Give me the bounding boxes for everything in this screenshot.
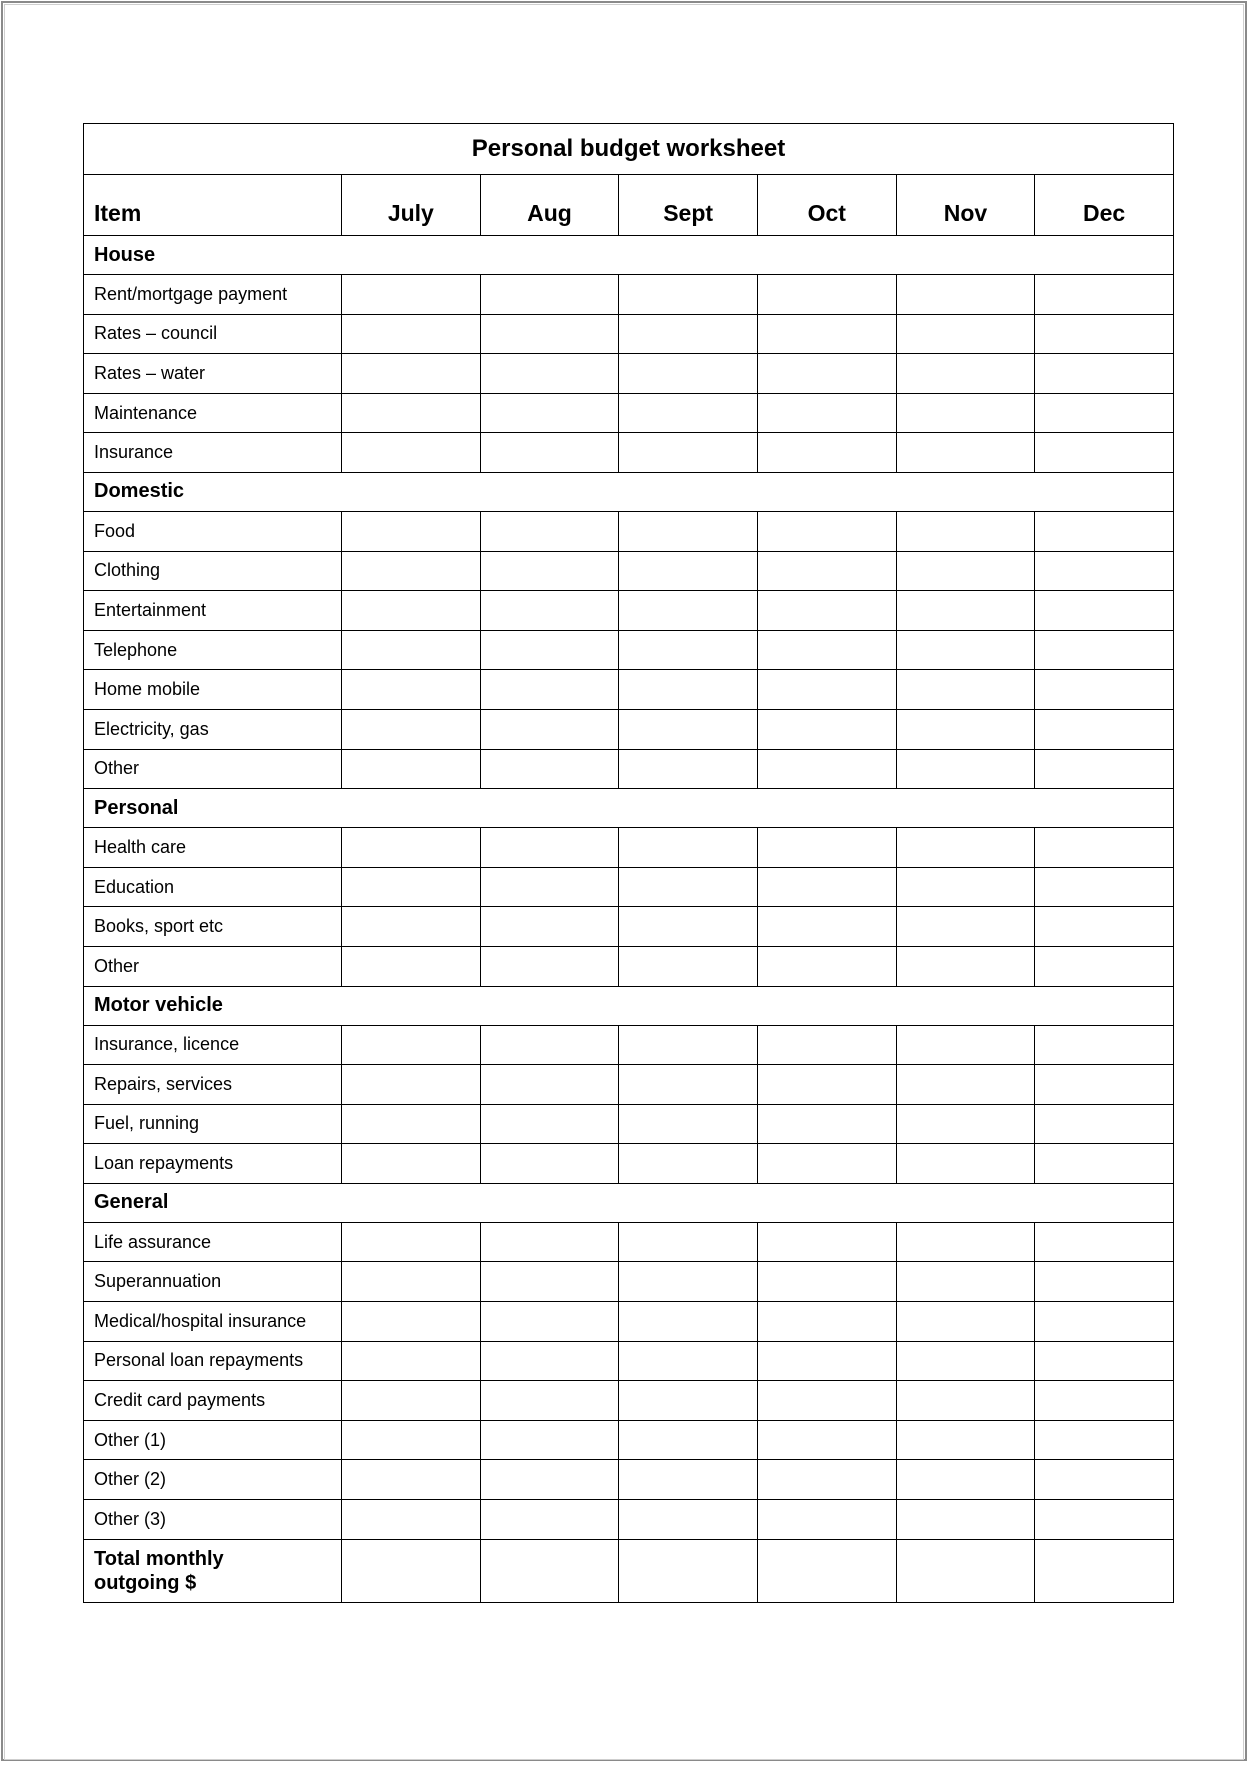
header-row xyxy=(84,175,1174,236)
amount-cell[interactable] xyxy=(1035,946,1174,986)
amount-cell[interactable] xyxy=(896,551,1035,591)
amount-cell[interactable] xyxy=(1035,314,1174,354)
amount-cell[interactable] xyxy=(757,1420,896,1460)
total-amount-cell[interactable] xyxy=(757,1539,896,1602)
amount-cell[interactable] xyxy=(1035,551,1174,591)
amount-cell[interactable] xyxy=(757,354,896,394)
amount-cell[interactable] xyxy=(896,907,1035,947)
amount-cell[interactable] xyxy=(1035,1144,1174,1184)
table-row xyxy=(84,1222,1174,1262)
table-row xyxy=(84,749,1174,789)
amount-cell[interactable] xyxy=(619,907,758,947)
item-label: Home mobile xyxy=(84,670,342,710)
amount-cell[interactable] xyxy=(896,591,1035,631)
amount-cell[interactable] xyxy=(480,354,619,394)
amount-cell[interactable] xyxy=(896,1144,1035,1184)
amount-cell[interactable] xyxy=(1035,1420,1174,1460)
total-amount-cell[interactable] xyxy=(1035,1539,1174,1602)
amount-cell[interactable] xyxy=(757,867,896,907)
section-heading: House xyxy=(84,236,1174,275)
amount-cell[interactable] xyxy=(480,393,619,433)
item-label: Superannuation xyxy=(84,1262,342,1302)
amount-cell[interactable] xyxy=(619,749,758,789)
amount-cell[interactable] xyxy=(896,946,1035,986)
amount-cell[interactable] xyxy=(619,828,758,868)
amount-cell[interactable] xyxy=(342,709,481,749)
amount-cell[interactable] xyxy=(480,1025,619,1065)
section-row xyxy=(84,236,1174,275)
amount-cell[interactable] xyxy=(480,1222,619,1262)
table-row xyxy=(84,275,1174,315)
amount-cell[interactable] xyxy=(619,630,758,670)
total-label xyxy=(84,1539,342,1602)
amount-cell[interactable] xyxy=(342,1065,481,1105)
amount-cell[interactable] xyxy=(480,1500,619,1540)
amount-cell[interactable] xyxy=(896,433,1035,473)
amount-cell[interactable] xyxy=(342,1025,481,1065)
amount-cell[interactable] xyxy=(342,275,481,315)
table-row xyxy=(84,867,1174,907)
amount-cell[interactable] xyxy=(896,275,1035,315)
amount-cell[interactable] xyxy=(1035,1262,1174,1302)
amount-cell[interactable] xyxy=(480,630,619,670)
amount-cell[interactable] xyxy=(1035,1104,1174,1144)
amount-cell[interactable] xyxy=(757,1460,896,1500)
item-label: Other (3) xyxy=(84,1500,342,1540)
amount-cell[interactable] xyxy=(757,275,896,315)
amount-cell[interactable] xyxy=(1035,1025,1174,1065)
table-row xyxy=(84,1144,1174,1184)
section-heading: Personal xyxy=(84,789,1174,828)
item-label: Fuel, running xyxy=(84,1104,342,1144)
amount-cell[interactable] xyxy=(480,551,619,591)
amount-cell[interactable] xyxy=(757,1144,896,1184)
table-row xyxy=(84,1500,1174,1540)
amount-cell[interactable] xyxy=(480,1144,619,1184)
total-amount-cell[interactable] xyxy=(480,1539,619,1602)
amount-cell[interactable] xyxy=(342,1104,481,1144)
amount-cell[interactable] xyxy=(619,1025,758,1065)
amount-cell[interactable] xyxy=(1035,1065,1174,1105)
amount-cell[interactable] xyxy=(619,433,758,473)
amount-cell[interactable] xyxy=(342,551,481,591)
item-label: Education xyxy=(84,867,342,907)
table-row xyxy=(84,670,1174,710)
total-label-line2: outgoing $ xyxy=(94,1571,197,1594)
total-amount-cell[interactable] xyxy=(342,1539,481,1602)
item-label: Books, sport etc xyxy=(84,907,342,947)
amount-cell[interactable] xyxy=(757,946,896,986)
section-heading: Domestic xyxy=(84,472,1174,511)
amount-cell[interactable] xyxy=(896,1381,1035,1421)
amount-cell[interactable] xyxy=(896,1025,1035,1065)
amount-cell[interactable] xyxy=(342,393,481,433)
amount-cell[interactable] xyxy=(480,1420,619,1460)
item-label: Insurance xyxy=(84,433,342,473)
section-row xyxy=(84,789,1174,828)
amount-cell[interactable] xyxy=(757,749,896,789)
amount-cell[interactable] xyxy=(619,1144,758,1184)
amount-cell[interactable] xyxy=(619,709,758,749)
amount-cell[interactable] xyxy=(896,1262,1035,1302)
amount-cell[interactable] xyxy=(342,1500,481,1540)
amount-cell[interactable] xyxy=(896,867,1035,907)
table-row xyxy=(84,511,1174,551)
item-label: Rent/mortgage payment xyxy=(84,275,342,315)
table-row xyxy=(84,354,1174,394)
table-row xyxy=(84,828,1174,868)
table-row xyxy=(84,1302,1174,1342)
item-label: Other (2) xyxy=(84,1460,342,1500)
amount-cell[interactable] xyxy=(1035,1500,1174,1540)
amount-cell[interactable] xyxy=(896,709,1035,749)
amount-cell[interactable] xyxy=(896,1065,1035,1105)
amount-cell[interactable] xyxy=(342,907,481,947)
amount-cell[interactable] xyxy=(480,591,619,631)
amount-cell[interactable] xyxy=(1035,275,1174,315)
amount-cell[interactable] xyxy=(757,630,896,670)
amount-cell[interactable] xyxy=(1035,511,1174,551)
total-amount-cell[interactable] xyxy=(896,1539,1035,1602)
amount-cell[interactable] xyxy=(480,433,619,473)
amount-cell[interactable] xyxy=(757,1500,896,1540)
amount-cell[interactable] xyxy=(342,433,481,473)
table-row xyxy=(84,630,1174,670)
amount-cell[interactable] xyxy=(480,946,619,986)
amount-cell[interactable] xyxy=(896,1302,1035,1342)
table-row xyxy=(84,314,1174,354)
amount-cell[interactable] xyxy=(1035,1222,1174,1262)
amount-cell[interactable] xyxy=(896,828,1035,868)
amount-cell[interactable] xyxy=(342,1262,481,1302)
item-label: Rates – council xyxy=(84,314,342,354)
amount-cell[interactable] xyxy=(480,749,619,789)
amount-cell[interactable] xyxy=(342,946,481,986)
amount-cell[interactable] xyxy=(619,1381,758,1421)
amount-cell[interactable] xyxy=(619,867,758,907)
amount-cell[interactable] xyxy=(619,275,758,315)
amount-cell[interactable] xyxy=(896,1420,1035,1460)
amount-cell[interactable] xyxy=(480,1104,619,1144)
table-row xyxy=(84,1025,1174,1065)
table-row xyxy=(84,709,1174,749)
amount-cell[interactable] xyxy=(619,1420,758,1460)
amount-cell[interactable] xyxy=(342,1341,481,1381)
table-row xyxy=(84,1104,1174,1144)
item-label: Entertainment xyxy=(84,591,342,631)
amount-cell[interactable] xyxy=(342,354,481,394)
amount-cell[interactable] xyxy=(619,1341,758,1381)
amount-cell[interactable] xyxy=(342,1302,481,1342)
table-row xyxy=(84,1460,1174,1500)
amount-cell[interactable] xyxy=(757,1104,896,1144)
amount-cell[interactable] xyxy=(342,511,481,551)
item-label: Other xyxy=(84,749,342,789)
amount-cell[interactable] xyxy=(619,354,758,394)
month-header-july: July xyxy=(342,175,481,236)
amount-cell[interactable] xyxy=(757,1025,896,1065)
item-label: Insurance, licence xyxy=(84,1025,342,1065)
amount-cell[interactable] xyxy=(342,1420,481,1460)
item-column-header: Item xyxy=(84,175,342,236)
amount-cell[interactable] xyxy=(619,670,758,710)
amount-cell[interactable] xyxy=(619,591,758,631)
table-row xyxy=(84,1065,1174,1105)
amount-cell[interactable] xyxy=(342,1460,481,1500)
total-row xyxy=(84,1539,1174,1602)
amount-cell[interactable] xyxy=(1035,1302,1174,1342)
amount-cell[interactable] xyxy=(1035,393,1174,433)
amount-cell[interactable] xyxy=(1035,1381,1174,1421)
total-label-line1: Total monthly xyxy=(94,1547,224,1570)
item-label: Electricity, gas xyxy=(84,709,342,749)
month-header-sept: Sept xyxy=(619,175,758,236)
amount-cell[interactable] xyxy=(342,670,481,710)
amount-cell[interactable] xyxy=(480,1065,619,1105)
amount-cell[interactable] xyxy=(896,354,1035,394)
amount-cell[interactable] xyxy=(1035,630,1174,670)
budget-table xyxy=(83,123,1174,1603)
item-label: Medical/hospital insurance xyxy=(84,1302,342,1342)
amount-cell[interactable] xyxy=(480,709,619,749)
amount-cell[interactable] xyxy=(757,1341,896,1381)
table-row xyxy=(84,946,1174,986)
month-header-oct: Oct xyxy=(757,175,896,236)
table-row xyxy=(84,1381,1174,1421)
month-header-aug: Aug xyxy=(480,175,619,236)
amount-cell[interactable] xyxy=(1035,828,1174,868)
table-row xyxy=(84,433,1174,473)
amount-cell[interactable] xyxy=(342,867,481,907)
amount-cell[interactable] xyxy=(619,1262,758,1302)
amount-cell[interactable] xyxy=(342,749,481,789)
amount-cell[interactable] xyxy=(619,946,758,986)
amount-cell[interactable] xyxy=(757,591,896,631)
amount-cell[interactable] xyxy=(480,1262,619,1302)
amount-cell[interactable] xyxy=(896,749,1035,789)
amount-cell[interactable] xyxy=(1035,709,1174,749)
total-amount-cell[interactable] xyxy=(619,1539,758,1602)
amount-cell[interactable] xyxy=(896,1341,1035,1381)
amount-cell[interactable] xyxy=(896,630,1035,670)
amount-cell[interactable] xyxy=(480,907,619,947)
amount-cell[interactable] xyxy=(896,670,1035,710)
worksheet-title: Personal budget worksheet xyxy=(84,124,1174,175)
amount-cell[interactable] xyxy=(1035,907,1174,947)
amount-cell[interactable] xyxy=(1035,354,1174,394)
amount-cell[interactable] xyxy=(619,511,758,551)
amount-cell[interactable] xyxy=(480,1381,619,1421)
amount-cell[interactable] xyxy=(757,907,896,947)
amount-cell[interactable] xyxy=(619,314,758,354)
amount-cell[interactable] xyxy=(757,709,896,749)
amount-cell[interactable] xyxy=(480,1460,619,1500)
section-row xyxy=(84,472,1174,511)
table-row xyxy=(84,907,1174,947)
amount-cell[interactable] xyxy=(480,511,619,551)
amount-cell[interactable] xyxy=(342,1381,481,1421)
amount-cell[interactable] xyxy=(757,314,896,354)
item-label: Health care xyxy=(84,828,342,868)
item-label: Maintenance xyxy=(84,393,342,433)
amount-cell[interactable] xyxy=(1035,591,1174,631)
amount-cell[interactable] xyxy=(342,1144,481,1184)
amount-cell[interactable] xyxy=(757,551,896,591)
table-row xyxy=(84,393,1174,433)
amount-cell[interactable] xyxy=(757,670,896,710)
amount-cell[interactable] xyxy=(757,1381,896,1421)
amount-cell[interactable] xyxy=(480,314,619,354)
amount-cell[interactable] xyxy=(757,393,896,433)
item-label: Life assurance xyxy=(84,1222,342,1262)
item-label: Food xyxy=(84,511,342,551)
item-label: Other xyxy=(84,946,342,986)
amount-cell[interactable] xyxy=(619,1500,758,1540)
section-row xyxy=(84,1183,1174,1222)
table-row xyxy=(84,1341,1174,1381)
amount-cell[interactable] xyxy=(1035,670,1174,710)
amount-cell[interactable] xyxy=(896,1104,1035,1144)
amount-cell[interactable] xyxy=(757,511,896,551)
amount-cell[interactable] xyxy=(1035,867,1174,907)
amount-cell[interactable] xyxy=(619,1460,758,1500)
amount-cell[interactable] xyxy=(757,1222,896,1262)
amount-cell[interactable] xyxy=(1035,1460,1174,1500)
amount-cell[interactable] xyxy=(757,1302,896,1342)
amount-cell[interactable] xyxy=(619,1302,758,1342)
item-label: Telephone xyxy=(84,630,342,670)
amount-cell[interactable] xyxy=(896,1500,1035,1540)
amount-cell[interactable] xyxy=(619,1104,758,1144)
table-row xyxy=(84,591,1174,631)
amount-cell[interactable] xyxy=(896,1222,1035,1262)
amount-cell[interactable] xyxy=(896,1460,1035,1500)
amount-cell[interactable] xyxy=(342,828,481,868)
amount-cell[interactable] xyxy=(1035,1341,1174,1381)
item-label: Personal loan repayments xyxy=(84,1341,342,1381)
amount-cell[interactable] xyxy=(480,670,619,710)
section-row xyxy=(84,986,1174,1025)
item-label: Loan repayments xyxy=(84,1144,342,1184)
month-header-dec: Dec xyxy=(1035,175,1174,236)
amount-cell[interactable] xyxy=(757,433,896,473)
item-label: Repairs, services xyxy=(84,1065,342,1105)
item-label: Rates – water xyxy=(84,354,342,394)
section-heading: Motor vehicle xyxy=(84,986,1174,1025)
amount-cell[interactable] xyxy=(896,511,1035,551)
amount-cell[interactable] xyxy=(619,393,758,433)
amount-cell[interactable] xyxy=(1035,749,1174,789)
section-heading: General xyxy=(84,1183,1174,1222)
item-label: Clothing xyxy=(84,551,342,591)
amount-cell[interactable] xyxy=(480,275,619,315)
amount-cell[interactable] xyxy=(757,1262,896,1302)
amount-cell[interactable] xyxy=(896,393,1035,433)
month-header-nov: Nov xyxy=(896,175,1035,236)
item-label: Credit card payments xyxy=(84,1381,342,1421)
amount-cell[interactable] xyxy=(480,1341,619,1381)
amount-cell[interactable] xyxy=(619,1222,758,1262)
amount-cell[interactable] xyxy=(757,1065,896,1105)
amount-cell[interactable] xyxy=(342,630,481,670)
amount-cell[interactable] xyxy=(480,1302,619,1342)
table-row xyxy=(84,551,1174,591)
table-row xyxy=(84,1262,1174,1302)
amount-cell[interactable] xyxy=(342,314,481,354)
amount-cell[interactable] xyxy=(480,828,619,868)
amount-cell[interactable] xyxy=(480,867,619,907)
item-label: Other (1) xyxy=(84,1420,342,1460)
amount-cell[interactable] xyxy=(896,314,1035,354)
amount-cell[interactable] xyxy=(619,551,758,591)
table-row xyxy=(84,1420,1174,1460)
amount-cell[interactable] xyxy=(757,828,896,868)
amount-cell[interactable] xyxy=(619,1065,758,1105)
amount-cell[interactable] xyxy=(1035,433,1174,473)
amount-cell[interactable] xyxy=(342,591,481,631)
amount-cell[interactable] xyxy=(342,1222,481,1262)
